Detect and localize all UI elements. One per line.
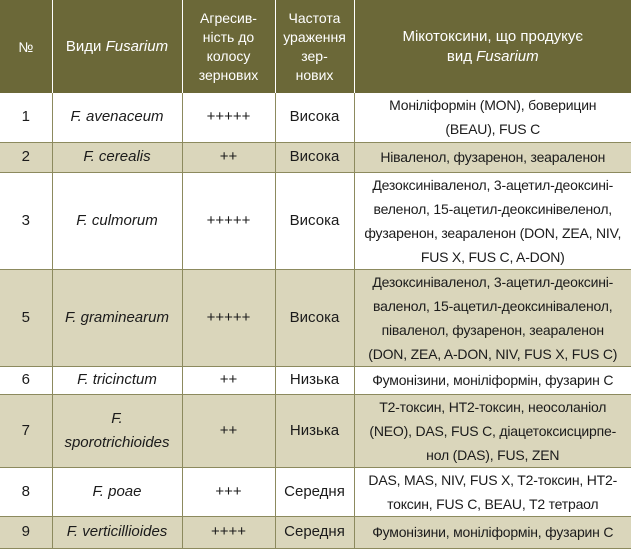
row-frequency: Середня (275, 467, 354, 516)
row-frequency: Низька (275, 394, 354, 467)
row-species (52, 394, 182, 467)
species-line: sporotrichioides (64, 433, 170, 451)
toxin-line: токсин, FUS C, BEAU, T2 тетраол (387, 495, 599, 512)
row-num: 5 (0, 269, 52, 366)
row-mycotoxins (354, 93, 631, 142)
row-species: F. avenaceum (52, 93, 182, 142)
header-freq-line: Частота (288, 9, 341, 26)
header-aggr-line: зернових (198, 66, 259, 83)
row-num: 2 (0, 142, 52, 172)
header-row (0, 0, 631, 93)
toxin-line: веленол, 15-ацетил-деоксинівеленол, (373, 200, 612, 217)
toxin-line: фузаренон, зеараленон (DON, ZEA, NIV, (364, 224, 622, 241)
toxin-line: Фумонізини, моніліформін, фузарин С (372, 372, 614, 388)
row-num: 1 (0, 93, 52, 142)
toxin-line: FUS X, FUS C, A-DON) (420, 248, 565, 265)
header-myco-prefix: вид (446, 47, 477, 65)
row-frequency: Висока (275, 172, 354, 269)
header-mycotoxins (354, 0, 631, 93)
row-frequency: Висока (275, 142, 354, 172)
table-row (0, 172, 631, 269)
row-num: 8 (0, 467, 52, 516)
row-mycotoxins (354, 467, 631, 516)
row-species: F. culmorum (52, 172, 182, 269)
toxin-line: DAS, MAS, NIV, FUS X, T2-токсин, HT2- (368, 471, 618, 488)
row-aggressiveness: ++++ (182, 516, 275, 548)
row-mycotoxins (354, 269, 631, 366)
header-species-prefix: Види (65, 38, 106, 55)
row-frequency: Середня (275, 516, 354, 548)
toxin-line: нол (DAS), FUS, ZEN (426, 446, 560, 463)
toxin-line: Моніліформін (MON), боверицин (389, 97, 597, 114)
toxin-line: піваленол, фузаренон, зеараленон (381, 321, 604, 338)
row-frequency: Висока (275, 269, 354, 366)
row-aggressiveness: ++ (182, 394, 275, 467)
table-row (0, 516, 631, 548)
row-species: F. graminearum (52, 269, 182, 366)
row-mycotoxins (354, 172, 631, 269)
header-aggr-line: колосу (206, 47, 251, 64)
table-row (0, 142, 631, 172)
row-species: F. tricinctum (52, 366, 182, 394)
toxin-line: валенол, 15-ацетил-деоксиніваленол, (373, 297, 613, 314)
row-frequency: Висока (275, 93, 354, 142)
row-frequency: Низька (275, 366, 354, 394)
toxin-line: Т2-токсин, НТ2-токсин, неосоланіол (379, 398, 607, 415)
toxin-line: Дезоксиніваленол, 3-ацетил-деоксині- (372, 176, 614, 193)
row-num: 9 (0, 516, 52, 548)
toxin-line: Ніваленол, фузаренон, зеараленон (380, 149, 606, 165)
header-aggr-line: Агресив- (200, 9, 257, 26)
header-species-italic: Fusarium (105, 38, 169, 55)
header-freq-line: ураження (283, 28, 346, 45)
row-mycotoxins (354, 516, 631, 548)
header-frequency (275, 0, 354, 93)
table-row (0, 269, 631, 366)
toxin-line: (BEAU), FUS C (445, 121, 541, 138)
header-freq-line: нових (295, 66, 334, 83)
row-num: 7 (0, 394, 52, 467)
row-aggressiveness: +++++ (182, 172, 275, 269)
row-species: F. verticillioides (52, 516, 182, 548)
table-row (0, 394, 631, 467)
row-mycotoxins (354, 394, 631, 467)
row-aggressiveness: ++ (182, 142, 275, 172)
header-myco-line (355, 47, 631, 67)
row-aggressiveness: +++ (182, 467, 275, 516)
table-row (0, 93, 631, 142)
toxin-line: (DON, ZEA, A-DON, NIV, FUS X, FUS C) (368, 345, 618, 362)
table-row (0, 467, 631, 516)
row-species: F. cerealis (52, 142, 182, 172)
row-num: 6 (0, 366, 52, 394)
header-freq-line: зер- (301, 47, 328, 64)
header-aggr-line: ність до (202, 28, 255, 45)
header-aggressiveness (182, 0, 275, 93)
toxin-line: (NEO), DAS, FUS C, діацетоксисцирпе- (369, 422, 617, 439)
species-line: F. (111, 409, 123, 427)
toxin-line: Дезоксиніваленол, 3-ацетил-деоксині- (372, 273, 614, 290)
toxin-line: Фумонізини, моніліформін, фузарин С (372, 524, 614, 540)
row-aggressiveness: +++++ (182, 269, 275, 366)
header-myco-line: Мікотоксини, що продукує (402, 27, 584, 45)
header-myco-italic: Fusarium (476, 47, 539, 65)
row-mycotoxins (354, 366, 631, 394)
row-species: F. poae (52, 467, 182, 516)
table-row (0, 366, 631, 394)
row-mycotoxins (354, 142, 631, 172)
header-num: № (0, 0, 52, 93)
header-species (52, 0, 182, 93)
row-aggressiveness: +++++ (182, 93, 275, 142)
row-aggressiveness: ++ (182, 366, 275, 394)
row-num: 3 (0, 172, 52, 269)
